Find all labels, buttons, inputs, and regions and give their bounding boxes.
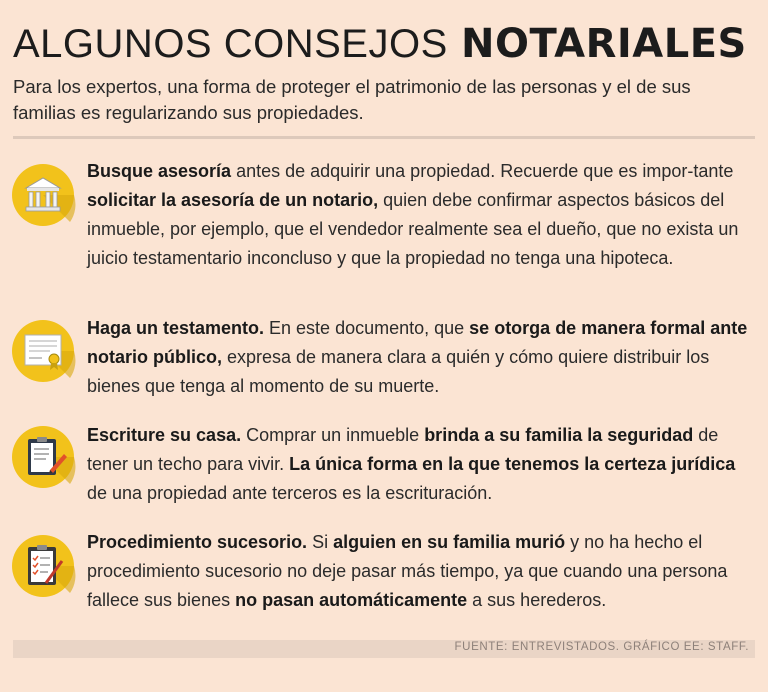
tip-text: a sus herederos. <box>467 590 607 610</box>
tip-text: antes de adquirir una propiedad. Recuerde que es impor-tante <box>231 161 734 181</box>
checklist-pen-icon <box>10 533 76 599</box>
tip-text: expresa de manera clara a quién y cómo quiere distribuir los bienes que tenga al momento de su muerte. <box>87 347 710 396</box>
tip-text: y no ha hecho el procedimiento sucesorio no deje pasar más tiempo, ya que cuando una persona fallece sus bienes <box>87 532 728 610</box>
tip-highlight: solicitar la asesoría de un notario, <box>87 190 379 210</box>
tip-highlight: brinda a su familia la seguridad <box>424 425 694 445</box>
tip-text: Si <box>307 532 334 552</box>
tip-sucesorio <box>87 528 752 615</box>
subtitle: Para los expertos, una forma de proteger el patrimonio de las personas y el de sus familias es regularizando sus propiedades. <box>13 76 691 123</box>
page-title <box>13 20 747 68</box>
tip-highlight: Procedimiento sucesorio. <box>87 532 308 552</box>
tip-highlight: La única forma en la que tenemos la certeza jurídica <box>289 454 736 474</box>
tip-text: de tener un techo para vivir. <box>87 425 719 474</box>
tip-highlight: Escriture su casa. <box>87 425 242 445</box>
tip-highlight: no pasan automáticamente <box>235 590 468 610</box>
tip-text: En este documento, que <box>264 318 470 338</box>
title-light: ALGUNOS CONSEJOS <box>13 22 448 66</box>
tip-highlight: alguien en su familia murió <box>333 532 566 552</box>
tip-text: de una propiedad ante terceros es la escrituración. <box>87 483 493 503</box>
tip-escriture <box>87 421 752 508</box>
tip-text: Comprar un inmueble <box>241 425 425 445</box>
tip-highlight: Busque asesoría <box>87 161 232 181</box>
divider <box>13 136 755 139</box>
tip-text: quien debe confirmar aspectos básicos del inmueble, por ejemplo, que el vendedor realmente sea el dueño, que no exista un juicio testamentario inconcluso y que la propiedad no tenga una hipoteca. <box>87 190 739 268</box>
certificate-document-icon <box>10 318 76 384</box>
bank-building-icon <box>10 162 76 228</box>
tip-testamento <box>87 314 752 401</box>
clipboard-pencil-icon <box>10 424 76 490</box>
title-bold: NOTARIALES <box>460 21 747 67</box>
tip-highlight: Haga un testamento. <box>87 318 265 338</box>
tip-asesoria <box>87 157 752 273</box>
tip-highlight: se otorga de manera formal ante notario público, <box>87 318 748 367</box>
source-credit: FUENTE: ENTREVISTADOS. GRÁFICO EE: STAFF. <box>454 641 749 653</box>
